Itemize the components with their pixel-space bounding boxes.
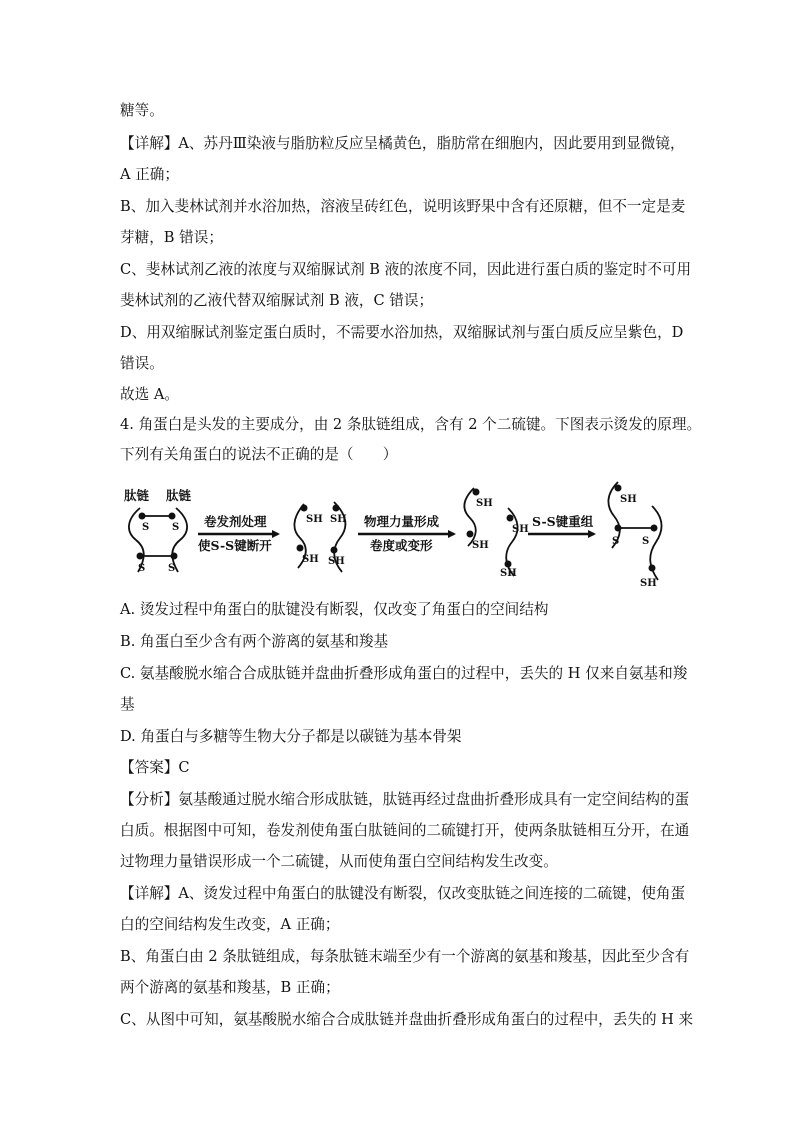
step-1-label: 卷发剂处理 (204, 514, 267, 529)
step-1-label: 使S-S键断开 (198, 538, 272, 553)
option-d: D. 角蛋白与多糖等生物大分子都是以碳链为基本骨架 (120, 728, 462, 745)
text-line: D、用双缩脲试剂鉴定蛋白质时，不需要水浴加热，双缩脲试剂与蛋白质反应呈紫色，D (120, 324, 684, 341)
stage-3-chains (464, 488, 528, 579)
atom-s: S (172, 522, 180, 533)
atom-sh: SH (302, 554, 319, 565)
text-line: A 正确； (120, 166, 179, 183)
step-2-label: 物理力量形成 (364, 514, 440, 529)
text-line: 【详解】A、苏丹Ⅲ染液与脂肪粒反应呈橘黄色，脂肪常在细胞内，因此要用到显微镜， (120, 135, 685, 152)
text-line: 斐林试剂的乙液代替双缩脲试剂 B 液，C 错误； (120, 292, 434, 309)
text-line: 白质。根据图中可知，卷发剂使角蛋白肽链间的二硫键打开，使两条肽链相互分开，在通 (120, 822, 690, 839)
text-line: 【分析】氨基酸通过脱水缩合形成肽链，肽链再经过盘曲折叠形成具有一定空间结构的蛋 (120, 791, 690, 808)
text-line: B、加入斐林试剂并水浴加热，溶液呈砖红色，说明该野果中含有还原糖，但不一定是麦 (120, 198, 686, 215)
option-c: C. 氨基酸脱水缩合合成肽链并盘曲折叠形成角蛋白的过程中，丢失的 H 仅来自氨基和羧 (120, 665, 688, 682)
text-line: 故选 A。 (120, 386, 179, 403)
option-b: B. 角蛋白至少含有两个游离的氨基和羧基 (120, 633, 389, 650)
atom-s: S (612, 536, 620, 547)
atom-sh: SH (620, 494, 637, 505)
stage-1-chains (124, 488, 192, 574)
option-c-cont: 基 (120, 696, 135, 713)
atom-sh: SH (328, 556, 345, 567)
text-line: 错误。 (120, 355, 164, 372)
text-line: 【详解】A、烫发过程中角蛋白的肽键没有断裂，仅改变肽链之间连接的二硫键，使角蛋 (120, 885, 686, 902)
perm-principle-diagram (118, 476, 678, 590)
atom-sh: SH (330, 514, 347, 525)
question-stem: 下列有关角蛋白的说法不正确的是（ ） (120, 446, 398, 463)
text-line: 白的空间结构发生改变，A 正确； (120, 916, 340, 933)
atom-s: S (138, 563, 146, 574)
chain-label-right: 肽链 (166, 488, 192, 503)
stage-4-chains (608, 482, 661, 589)
atom-s: S (642, 536, 650, 547)
atom-sh: SH (476, 498, 493, 509)
atom-s: S (168, 563, 176, 574)
step-2-label: 卷度或变形 (370, 538, 433, 553)
text-line: 两个游离的氨基和羧基，B 正确； (120, 979, 340, 996)
atom-sh: SH (512, 524, 529, 535)
atom-sh: SH (472, 540, 489, 551)
atom-sh: SH (306, 514, 323, 525)
option-a: A. 烫发过程中角蛋白的肽键没有断裂，仅改变了角蛋白的空间结构 (120, 601, 549, 618)
text-line: 糖等。 (120, 102, 164, 119)
question-stem: 4. 角蛋白是头发的主要成分，由 2 条肽链组成，含有 2 个二硫键。下图表示烫发的原理。 (120, 416, 702, 433)
step-3-arrow (528, 514, 594, 534)
step-1-arrow (198, 514, 278, 553)
answer: 【答案】C (120, 759, 190, 776)
stage-2-chains (294, 502, 346, 572)
text-line: B、角蛋白由 2 条肽链组成，每条肽链末端至少有一个游离的氨基和羧基，因此至少含有 (120, 948, 690, 965)
chain-label-left: 肽链 (124, 488, 150, 503)
text-line: 过物理力量错误形成一个二硫键，从而使角蛋白空间结构发生改变。 (120, 853, 558, 870)
text-line: 芽糖，B 错误； (120, 229, 223, 246)
step-2-arrow (358, 514, 454, 553)
atom-sh: SH (640, 578, 657, 589)
text-line: C、斐林试剂乙液的浓度与双缩脲试剂 B 液的浓度不同，因此进行蛋白质的鉴定时不可用 (120, 261, 692, 278)
atom-sh: SH (500, 568, 517, 579)
text-line: C、从图中可知，氨基酸脱水缩合合成肽链并盘曲折叠形成角蛋白的过程中，丢失的 H 来 (120, 1011, 694, 1028)
step-3-label: S-S键重组 (532, 514, 594, 529)
atom-s: S (142, 522, 150, 533)
